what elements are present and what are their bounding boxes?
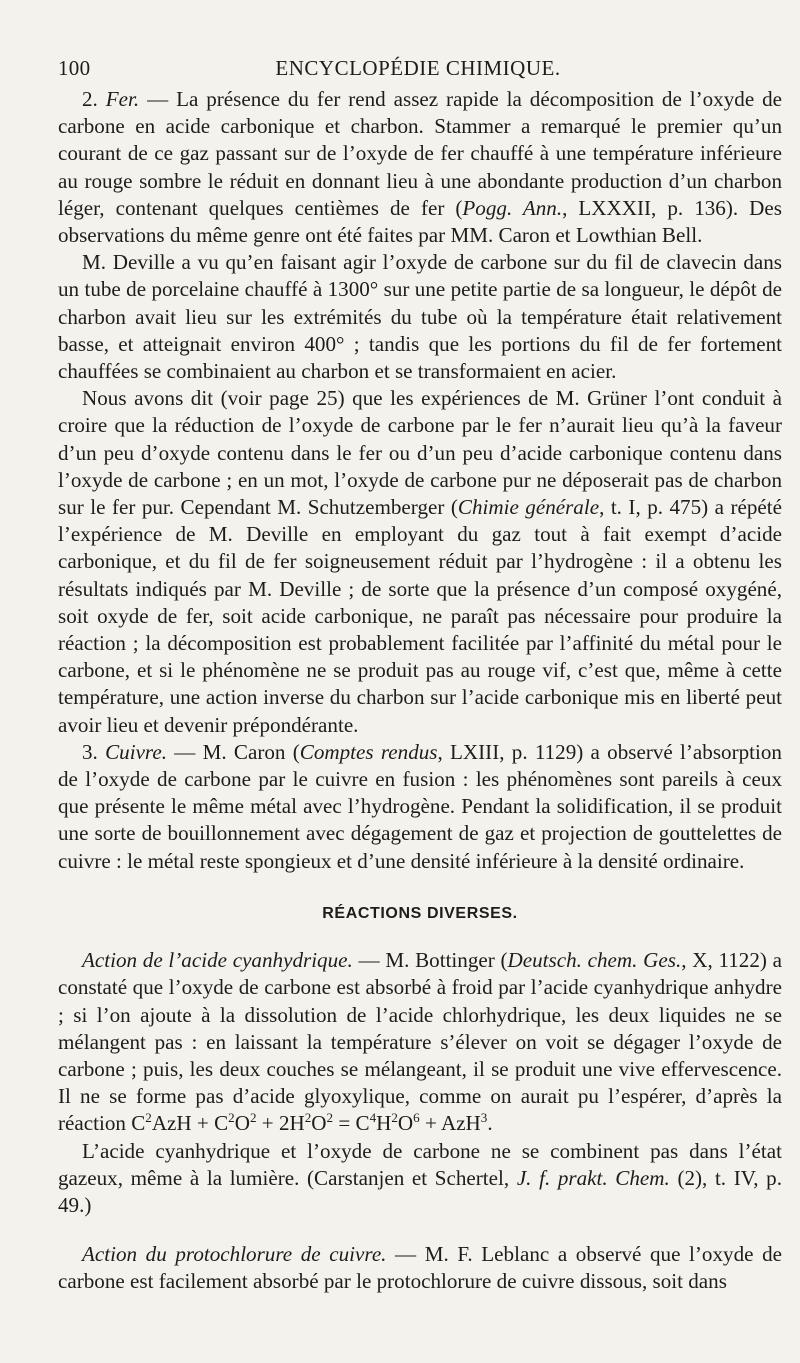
text-body — [58, 86, 782, 1296]
section-title: RÉACTIONS DIVERSES. — [322, 904, 518, 922]
paragraph-cyanhydrique — [58, 947, 782, 1137]
citation: Deutsch. chem. Ges. — [507, 948, 682, 973]
chemical-formula: $C^2AzH + C^2O^2 + 2H^2O^2 = C^4H^2O^6 + AzH^3$. — [131, 1110, 493, 1136]
running-title: ENCYCLOPÉDIE CHIMIQUE. — [275, 56, 561, 80]
item-label: Cuivre. — [105, 739, 167, 764]
paragraph-cuivre — [58, 739, 782, 875]
paragraph-text: , t. I, p. 475) a répété l’expérience de M. Deville en employant du gaz tout à fait exempt d’acide carbonique, et du fil de fer soigneusement réduit par l’hydrogène : il a obtenu les résultats indiqués par M. Deville ; de sorte que la présence d’un composé oxygéné, soit oxyde de fer, soit acide carbonique, ne paraît pas nécessaire pour produire la réaction ; la décomposition est probablement facilitée par l’affinité du métal pour le carbone, et si le phénomène ne se produit pas au rouge vif, c’est que, même à cette température, une action inverse du charbon sur l’acide carbonique mis en liberté peut avoir lieu et devenir prépondérante. — [58, 495, 782, 737]
item-number: 2. — [82, 87, 98, 111]
page-number: 100 — [58, 56, 91, 80]
citation: Comptes rendus — [299, 739, 438, 764]
paragraph-text: — M. F. Leblanc a observé que l’oxyde de carbone est facilement absorbé par le protochlorure de cuivre dissous, soit dans — [58, 1242, 782, 1294]
citation: Pogg. Ann. — [462, 195, 563, 220]
citation: Chimie générale — [457, 495, 600, 520]
paragraph-gruner — [58, 385, 782, 739]
item-label: Action du protochlorure de cuivre. — [82, 1242, 387, 1267]
paragraph-text: (2), t. IV, p. 49.) — [58, 1165, 783, 1217]
paragraph-text: — M. Caron ( — [167, 739, 300, 764]
paragraph-text: — La présence du fer rend assez rapide la décomposition de l’oxyde de carbone en acide carbonique et charbon. Stammer a remarqué le premier qu’un courant de ce gaz passant sur de l’oxyde de fer chauffé à une température inférieure au rouge sombre le réduit en donnant lieu à une abondante production d’un charbon léger, contenant quelques centièmes de fer ( — [58, 87, 783, 220]
citation: J. f. prakt. Chem. — [516, 1165, 670, 1190]
paragraph-text: L’acide cyanhydrique et l’oxyde de carbone ne se combinent pas dans l’état gazeux, même à la lumière. (Carstanjen et Schertel, — [58, 1138, 782, 1190]
paragraph-text: , LXIII, p. 1129) a observé l’absorption de l’oxyde de carbone par le cuivre en fusion : les phénomènes sont pareils à ceux que présente le même métal avec l’hydrogène. Pendant la solidification, il se produit une sorte de bouillonnement avec dégagement de gaz et projection de gouttelettes de cuivre : le métal reste spongieux et d’une densité inférieure à la densité ordinaire. — [58, 739, 782, 873]
paragraph-text: Nous avons dit (voir page 25) que les expériences de M. Grüner l’ont conduit à croire que la réduction de l’oxyde de carbone par le fer n’aurait lieu qu’à la faveur d’un peu d’oxyde contenu dans le fer ou d’un peu d’acide carbonique contenu dans l’oxyde de carbone ; en un mot, l’oxyde de carbone pur ne déposerait pas de charbon sur le fer pur. Cependant M. Schutzemberger ( — [58, 386, 782, 520]
paragraph-carstanjen — [58, 1138, 782, 1220]
item-number: 3. — [82, 739, 98, 764]
item-label: Action de l’acide cyanhydrique. — [82, 948, 353, 973]
paragraph-deville: M. Deville a vu qu’en faisant agir l’oxyde de carbone sur du fil de clavecin dans un tube de porcelaine chauffé à 1300° sur une petite partie de sa longueur, le dépôt de charbon avait lieu sur les extrémités du tube où la température était relativement basse, et atteignait environ 400° ; tandis que les portions du fil de fer fortement chauffées se combinaient au charbon et se transformaient en acier. — [58, 250, 782, 384]
paragraph-protochlorure — [58, 1241, 782, 1295]
paragraph-text: , X, 1122) a constaté que l’oxyde de carbone est absorbé à froid par l’acide cyanhydrique anhydre ; si l’on ajoute à la dissolution de l’acide chlorhydrique, les deux liquides ne se mélangent pas : en laissant la température s’élever on voit se dégager l’oxyde de carbone ; puis, les deux couches se mélangeant, il se produit une vive effervescence. Il ne se forme pas d’acide glyoxylique, comme on aurait pu l’espérer, d’après la réaction — [58, 948, 782, 1136]
item-label: Fer. — [105, 87, 140, 111]
paragraph-text: , LXXXII, p. 136). Des observations du même genre ont été faites par MM. Caron et Lowthian Bell. — [58, 195, 782, 248]
paragraph-fer — [58, 86, 782, 249]
paragraph-text: — M. Bottinger ( — [352, 948, 508, 973]
